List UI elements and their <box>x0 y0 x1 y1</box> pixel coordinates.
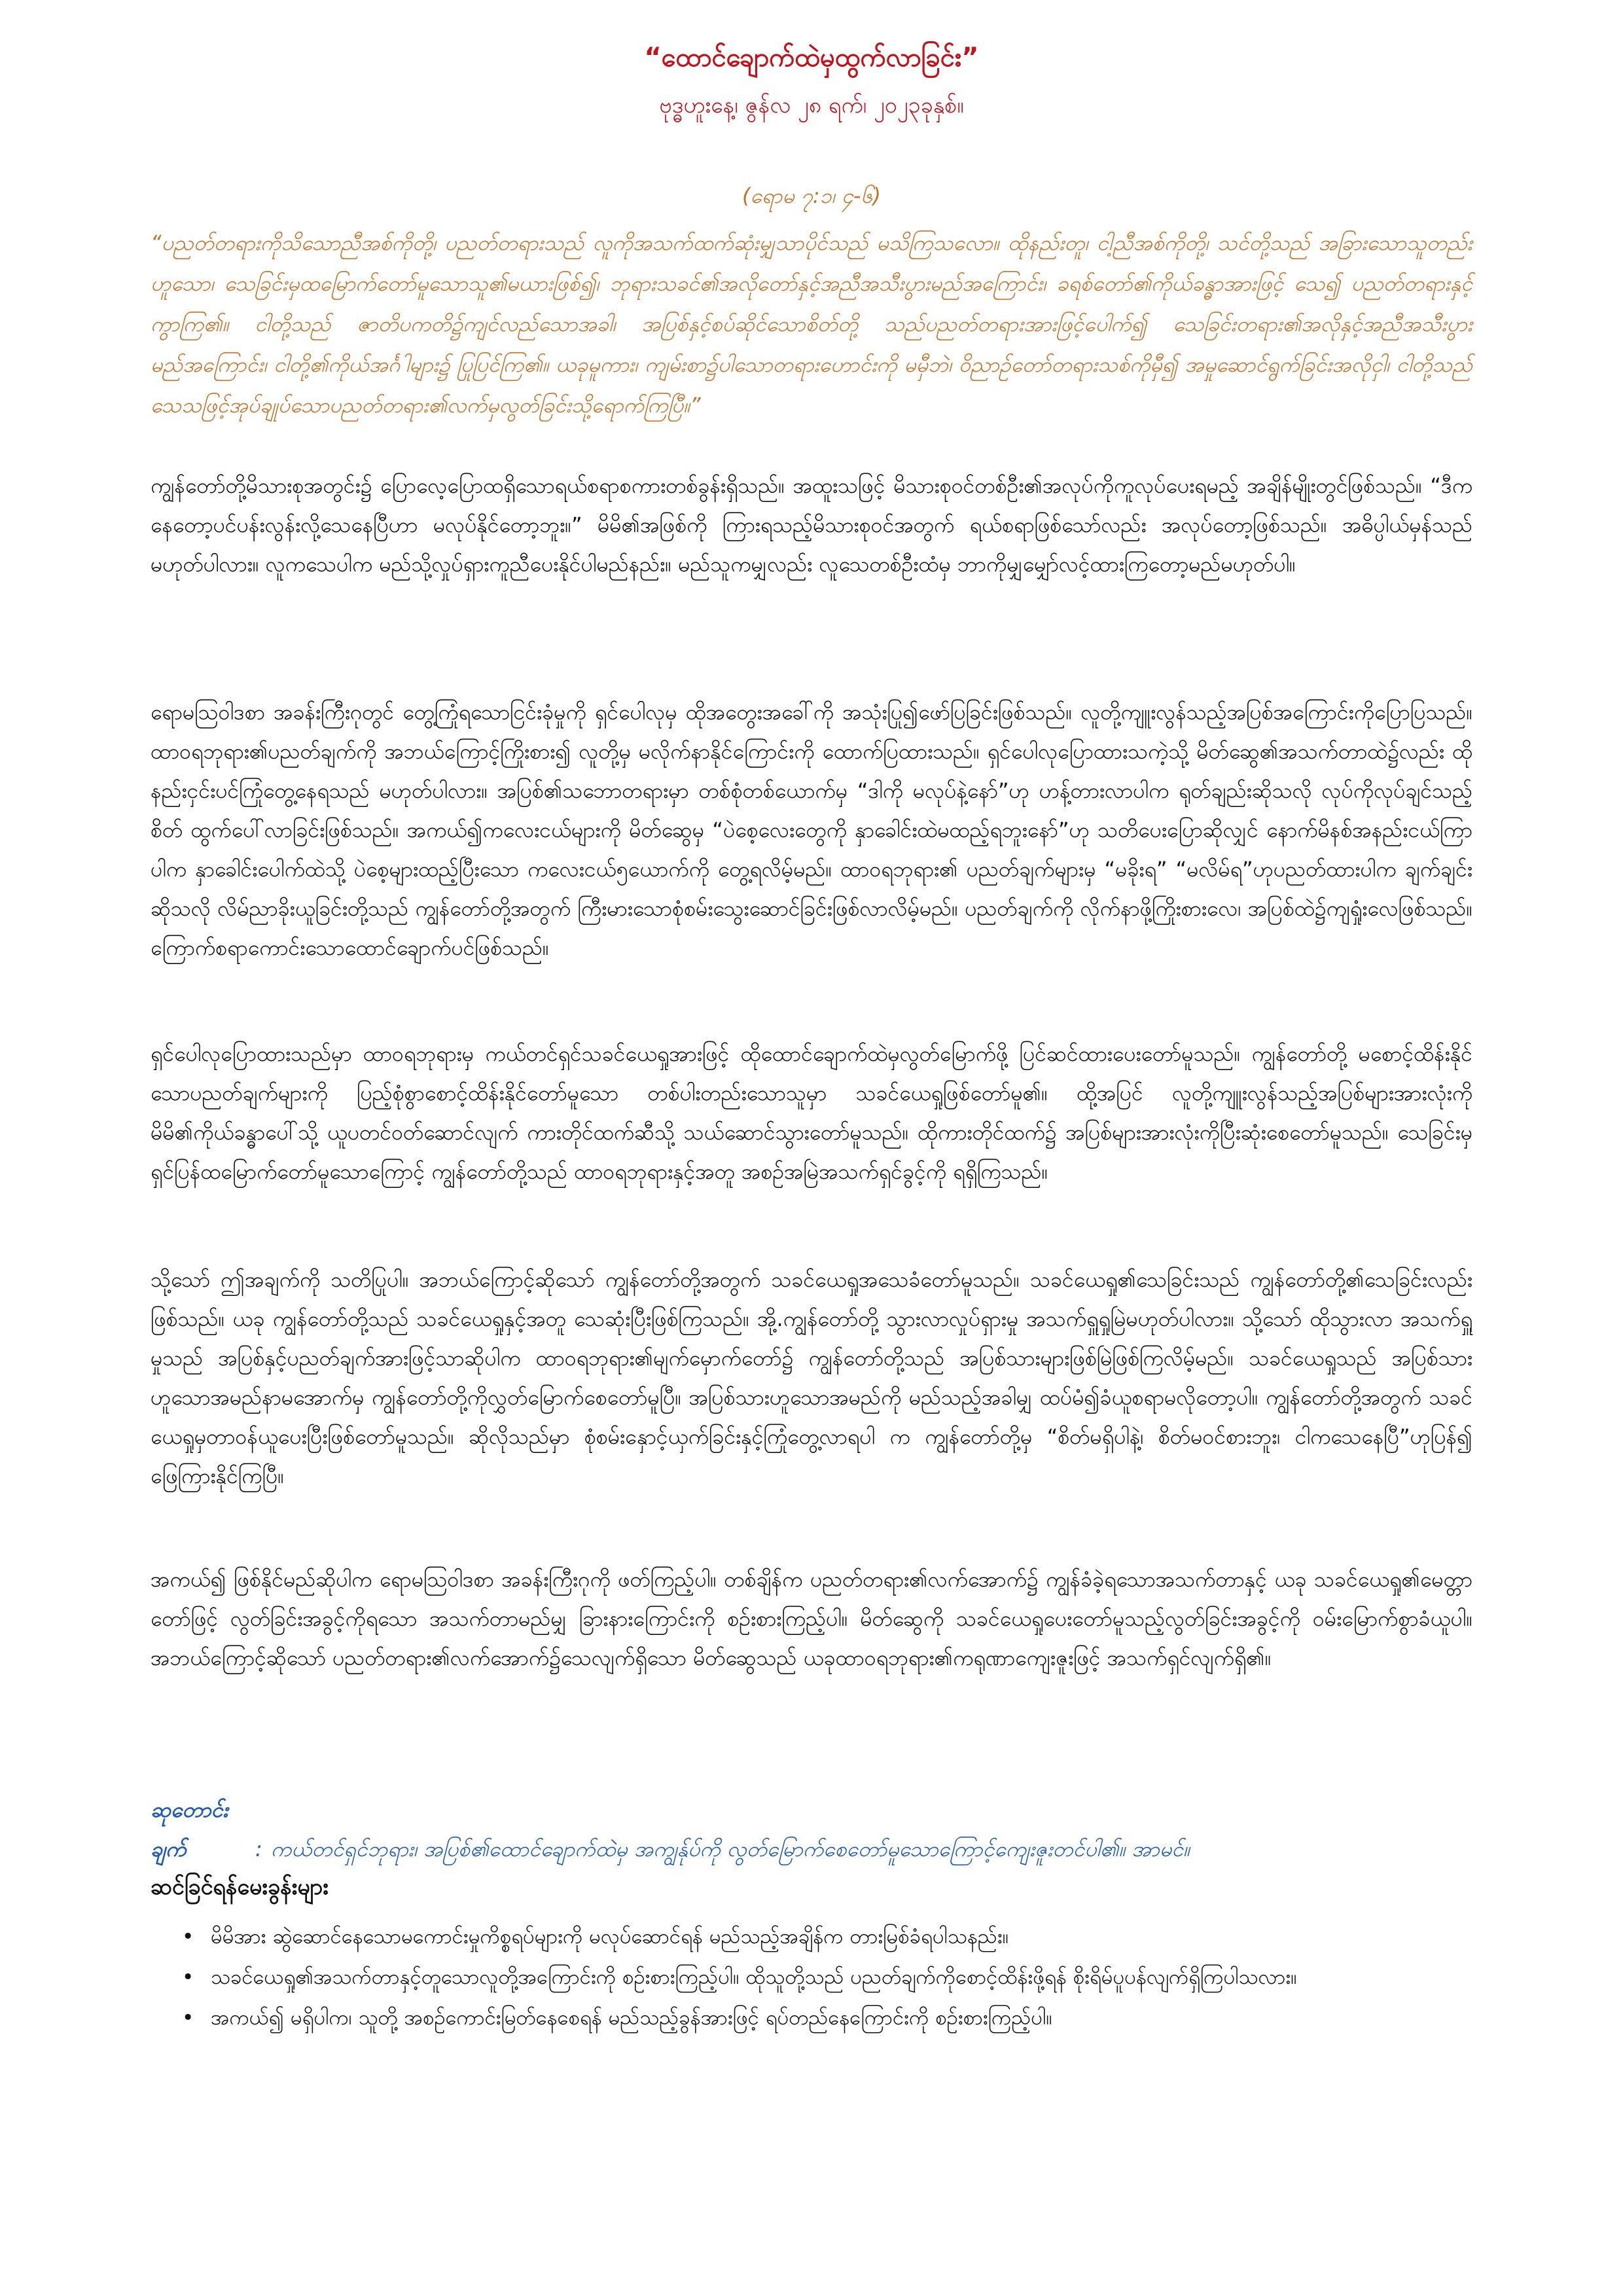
body-paragraph-4: သို့သော် ဤအချက်ကို သတိပြုပါ။ အဘယ်ကြောင့်ဆိုသော် ကျွန်တော်တို့အတွက် သခင်ယေရှုအသေခံတော်မူသည်။ သခင်ယေရှု၏သေခြင်းသည် ကျွန်တော်တို့၏သေခြင်းလည်းဖြစ်သည်။ ယခု ကျွန်တော်တို့သည် သခင်ယေရှုနှင့်အတူ သေဆုံးပြီးဖြစ်ကြသည်။ အို့.ကျွန်တော်တို့ သွားလာလှုပ်ရှားမှု အသက်ရှူရှုမြဲမဟုတ်ပါလား။ သို့သော် ထိုသွားလာ အသက်ရှူမှုသည် အပြစ်နှင့်ပညတ်ချက်အားဖြင့်သာဆိုပါက ထာဝရဘုရား၏မျက်မှောက်တော်၌ ကျွန်တော်တို့သည် အပြစ်သားများဖြစ်မြဲဖြစ်ကြလိမ့်မည်။ သခင်ယေရှုသည် အပြစ်သားဟူသောအမည်နာမအောက်မှ ကျွန်တော်တို့ကိုလွှတ်မြောက်စေတော်မူပြီ။ အပြစ်သားဟူသောအမည်ကို မည်သည့်အခါမျှ ထပ်မံ၍ခံယူစရာမလိုတော့ပါ။ ကျွန်တော်တို့အတွက် သခင်ယေရှုမှတာဝန်ယူပေးပြီးဖြစ်တော်မူသည်။ ဆိုလိုသည်မှာ စုံစမ်းနှောင့်ယှက်ခြင်းနှင့်ကြုံတွေ့လာရပါ က ကျွန်တော်တို့မှ “စိတ်မရှိပါနဲ့၊ စိတ်မဝင်စားဘူး၊ ငါကသေနေပြီ”ဟုပြန်၍ ဖြေကြားနိုင်ကြပြီ။ <box>151 1267 1473 1488</box>
prayer-colon: : <box>255 1837 262 1861</box>
prayer-text: ကယ်တင်ရှင်ဘုရား၊ အပြစ်၏ထောင်ချောက်ထဲမှ အကျွန်ုပ်ကို လွတ်မြောက်စေတော်မူသောကြောင့်ကျေးဇူးတင်ပါ၏။ အာမင်။ <box>271 1837 1190 1861</box>
scripture-reference: (ရောမ ၇:၁၊ ၄-၆) <box>742 183 881 208</box>
question-text: အကယ်၍ မရှိပါက၊ သူတို့ အစဉ်ကောင်းမြတ်နေစေရန် မည်သည့်ခွန်အားဖြင့် ရပ်တည်နေကြောင်းကို စဉ်းစားကြည့်ပါ။ <box>211 2006 1052 2030</box>
question-text: မိမိအား ဆွဲဆောင်နေသောမကောင်းမှုကိစ္စရပ်များကို မလုပ်ဆောင်ရန် မည်သည့်အချိန်က တားမြစ်ခံရပါသနည်း။ <box>211 1925 1009 1948</box>
body-paragraph-5: အကယ်၍ ဖြစ်နိုင်မည်ဆိုပါက ရောမသြဝါဒစာ အခန်းကြီးဂုကို ဖတ်ကြည့်ပါ။ တစ်ချိန်က ပညတ်တရား၏လက်အောက်၌ ကျွန်ခံခဲ့ရသောအသက်တာနှင့် ယခု သခင်ယေရှု၏မေတ္တာတော်ဖြင့် လွတ်ခြင်းအခွင့်ကိုရသော အသက်တာမည်မျှ ခြားနားကြောင်းကို စဉ်းစားကြည့်ပါ။ မိတ်ဆွေကို သခင်ယေရှုပေးတော်မူသည့်လွတ်ခြင်းအခွင့်ကို ဝမ်းမြောက်စွာခံယူပါ။ အဘယ်ကြောင့်ဆိုသော် ပညတ်တရား၏လက်အောက်၌သေလျက်ရှိသော မိတ်ဆွေသည် ယခုထာဝရဘုရား၏ကရုဏာကျေးဇူးဖြင့် အသက်ရှင်လျက်ရှိ၏။ <box>151 1567 1472 1670</box>
question-item <box>151 1998 1472 2038</box>
questions-heading: ဆင်ခြင်ရန်မေးခွန်းများ <box>151 1874 329 1900</box>
body-paragraph-2: ရောမသြဝါဒစာ အခန်းကြီးဂုတွင် တွေ့ကြုံရသောငြင်းခုံမှုကို ရှင်ပေါလုမှ ထိုအတွေးအခေါ်ကို အသုံးပြု၍ဖော်ပြခြင်းဖြစ်သည်။ လူတို့ကျူးလွန်သည့်အပြစ်အကြောင်းကိုပြောပြသည်။ ထာဝရဘုရား၏ပညတ်ချက်ကို အဘယ်ကြောင့်ကြိုးစား၍ လူတို့မှ မလိုက်နာနိုင်ကြောင်းကို ထောက်ပြထားသည်။ ရှင်ပေါလုပြောထားသကဲ့သို့ မိတ်ဆွေ၏အသက်တာထဲ၌လည်း ထိုနည်းငှင်းပင်ကြုံတွေ့နေရသည် မဟုတ်ပါလား။ အပြစ်၏သဘောတရားမှာ တစ်စုံတစ်ယောက်မှ “ဒါကို မလုပ်နဲ့နော်”ဟု ဟန့်တားလာပါက ရုတ်ချည်းဆိုသလို လုပ်ကိုလုပ်ချင်သည့်စိတ် ထွက်ပေါ်လာခြင်းဖြစ်သည်။ အကယ်၍ကလေးငယ်များကို မိတ်ဆွေမှ “ပဲစေ့လေးတွေကို နှာခေါင်းထဲမထည့်ရဘူးနော်”ဟု သတိပေးပြောဆိုလျှင် နောက်မိနစ်အနည်းငယ်ကြာပါက နှာခေါင်းပေါက်ထဲသို့ ပဲစေ့များထည့်ပြီးသော ကလေးငယ်၅ယောက်ကို တွေ့ရလိမ့်မည်။ ထာဝရဘုရား၏ ပညတ်ချက်များမှ “မခိုးရ” “မလိမ်ရ”ဟုပညတ်ထားပါက ချက်ချင်းဆိုသလို လိမ်ညာခိုးယူခြင်းတို့သည် ကျွန်တော်တို့အတွက် ကြီးမားသောစုံစမ်းသွေးဆောင်ခြင်းဖြစ်လာလိမ့်မည်။ ပညတ်ချက်ကို လိုက်နာဖို့ကြိုးစားလေ၊ အပြစ်ထဲ၌ကျရှုံးလေဖြစ်သည်။ ကြောက်စရာကောင်းသောထောင်ချောက်ပင်ဖြစ်သည်။ <box>151 700 1473 960</box>
question-text: သခင်ယေရှု၏အသက်တာနှင့်တူသောလူတို့အကြောင်းကို စဉ်းစားကြည့်ပါ။ ထိုသူတို့သည် ပညတ်ချက်ကိုစောင့်ထိန်းဖို့ရန် စိုးရိမ်ပူပန်လျက်ရှိကြပါသလား။ <box>211 1965 1297 1989</box>
page-date: ဗုဒ္ဓဟူးနေ့၊ ဇွန်လ ၂၈ ရက်၊ ၂၀၂၃ခုနှစ်။ <box>659 92 964 118</box>
body-paragraph-1: ကျွန်တော်တို့မိသားစုအတွင်း၌ ပြောလေ့ပြောထရှိသောရယ်စရာစကားတစ်ခွန်းရှိသည်။ အထူးသဖြင့် မိသားစုဝင်တစ်ဦး၏အလုပ်ကိုကူလုပ်ပေးရမည့် အချိန်မျိုးတွင်ဖြစ်သည်။ “ဒီကနေတော့ပင်ပန်းလွန်းလို့သေနေပြီဟာ မလုပ်နိုင်တော့ဘူး။” မိမိ၏အဖြစ်ကို ကြားရသည့်မိသားစုဝင်အတွက် ရယ်စရာဖြစ်သော်လည်း အလုပ်တော့ဖြစ်သည်။ အဓိပ္ပါယ်မှန်သည် မဟုတ်ပါလား။ လူကသေပါက မည်သို့လှုပ်ရှားကူညီပေးနိုင်ပါမည်နည်း။ မည်သူကမျှလည်း လူသေတစ်ဦးထံမှ ဘာကိုမျှမျှော်လင့်ထားကြတော့မည်မဟုတ်ပါ။ <box>151 473 1473 577</box>
bullet-icon: • <box>182 1965 194 1989</box>
question-item <box>151 1916 1472 1957</box>
questions-list <box>151 1916 1472 2038</box>
question-item <box>151 1957 1472 1998</box>
page-title: “ထောင်ချောက်ထဲမှထွက်လာခြင်း” <box>644 43 979 73</box>
scripture-passage: “ပညတ်တရားကိုသိသောညီအစ်ကိုတို့၊ ပညတ်တရားသည် လူကိုအသက်ထက်ဆုံးမျှသာပိုင်သည် မသိကြသလော။ ထိုနည်းတူ၊ ငါ့ညီအစ်ကိုတို့၊ သင်တို့သည် အခြားသောသူတည်းဟူသော၊ သေခြင်းမှထမြောက်တော်မူသောသူ၏မယားဖြစ်၍၊ ဘုရားသခင်၏အလိုတော်နှင့်အညီအသီးပွားမည်အကြောင်း၊ ခရစ်တော်၏ကိုယ်ခန္ဓာအားဖြင့် သေ၍ ပညတ်တရားနှင့်ကွာကြ၏။ ငါတို့သည် ဇာတိပကတိ၌ကျင်လည်သောအခါ၊ အပြစ်နှင့်စပ်ဆိုင်သောစိတ်တို့ သည်ပညတ်တရားအားဖြင့်ပေါက်၍ သေခြင်းတရား၏အလိုနှင့်အညီအသီးပွားမည်အကြောင်း၊ ငါတို့၏ကိုယ်အင်္ဂါများ၌ ပြုပြင်ကြ၏။ ယခုမူကား၊ ကျမ်းစာ၌ပါသောတရားဟောင်းကို မမှီဘဲ၊ ဝိညာဉ်တော်တရားသစ်ကိုမှီ၍ အမှုဆောင်ရွက်ခြင်းအလိုငှါ၊ ငါတို့သည် သေသဖြင့်အုပ်ချုပ်သောပညတ်တရား၏လက်မှလွတ်ခြင်းသို့ရောက်ကြပြီ။” <box>151 230 1473 418</box>
bullet-icon: • <box>182 1925 194 1948</box>
prayer-section <box>151 1790 1472 1869</box>
body-paragraph-3: ရှင်ပေါလုပြောထားသည်မှာ ထာဝရဘုရားမှ ကယ်တင်ရှင်သခင်ယေရှုအားဖြင့် ထိုထောင်ချောက်ထဲမှလွတ်မြောက်ဖို့ ပြင်ဆင်ထားပေးတော်မူသည်။ ကျွန်တော်တို့ မစောင့်ထိန်းနိုင်သောပညတ်ချက်များကို ပြည့်စုံစွာစောင့်ထိန်းနိုင်တော်မူသော တစ်ပါးတည်းသောသူမှာ သခင်ယေရှုဖြစ်တော်မူ၏။ ထို့အပြင် လူတို့ကျူးလွန်သည့်အပြစ်များအားလုံးကို မိမိ၏ကိုယ်ခန္ဓာပေါ်သို့ ယူပတင်ဝတ်ဆောင်လျက် ကားတိုင်ထက်ဆီသို့ သယ်ဆောင်သွားတော်မူသည်။ ထိုကားတိုင်ထက်၌ အပြစ်များအားလုံးကိုပြီးဆုံးစေတော်မူသည်။ သေခြင်းမှရှင်ပြန်ထမြောက်တော်မူသောကြောင့် ကျွန်တော်တို့သည် ထာဝရဘုရားနှင့်အတူ အစဉ်အမြဲအသက်ရှင်ခွင့်ကို ရရှိကြသည်။ <box>151 1041 1472 1184</box>
bullet-icon: • <box>182 2006 194 2030</box>
prayer-label: ဆုတောင်းချက် <box>151 1797 228 1861</box>
